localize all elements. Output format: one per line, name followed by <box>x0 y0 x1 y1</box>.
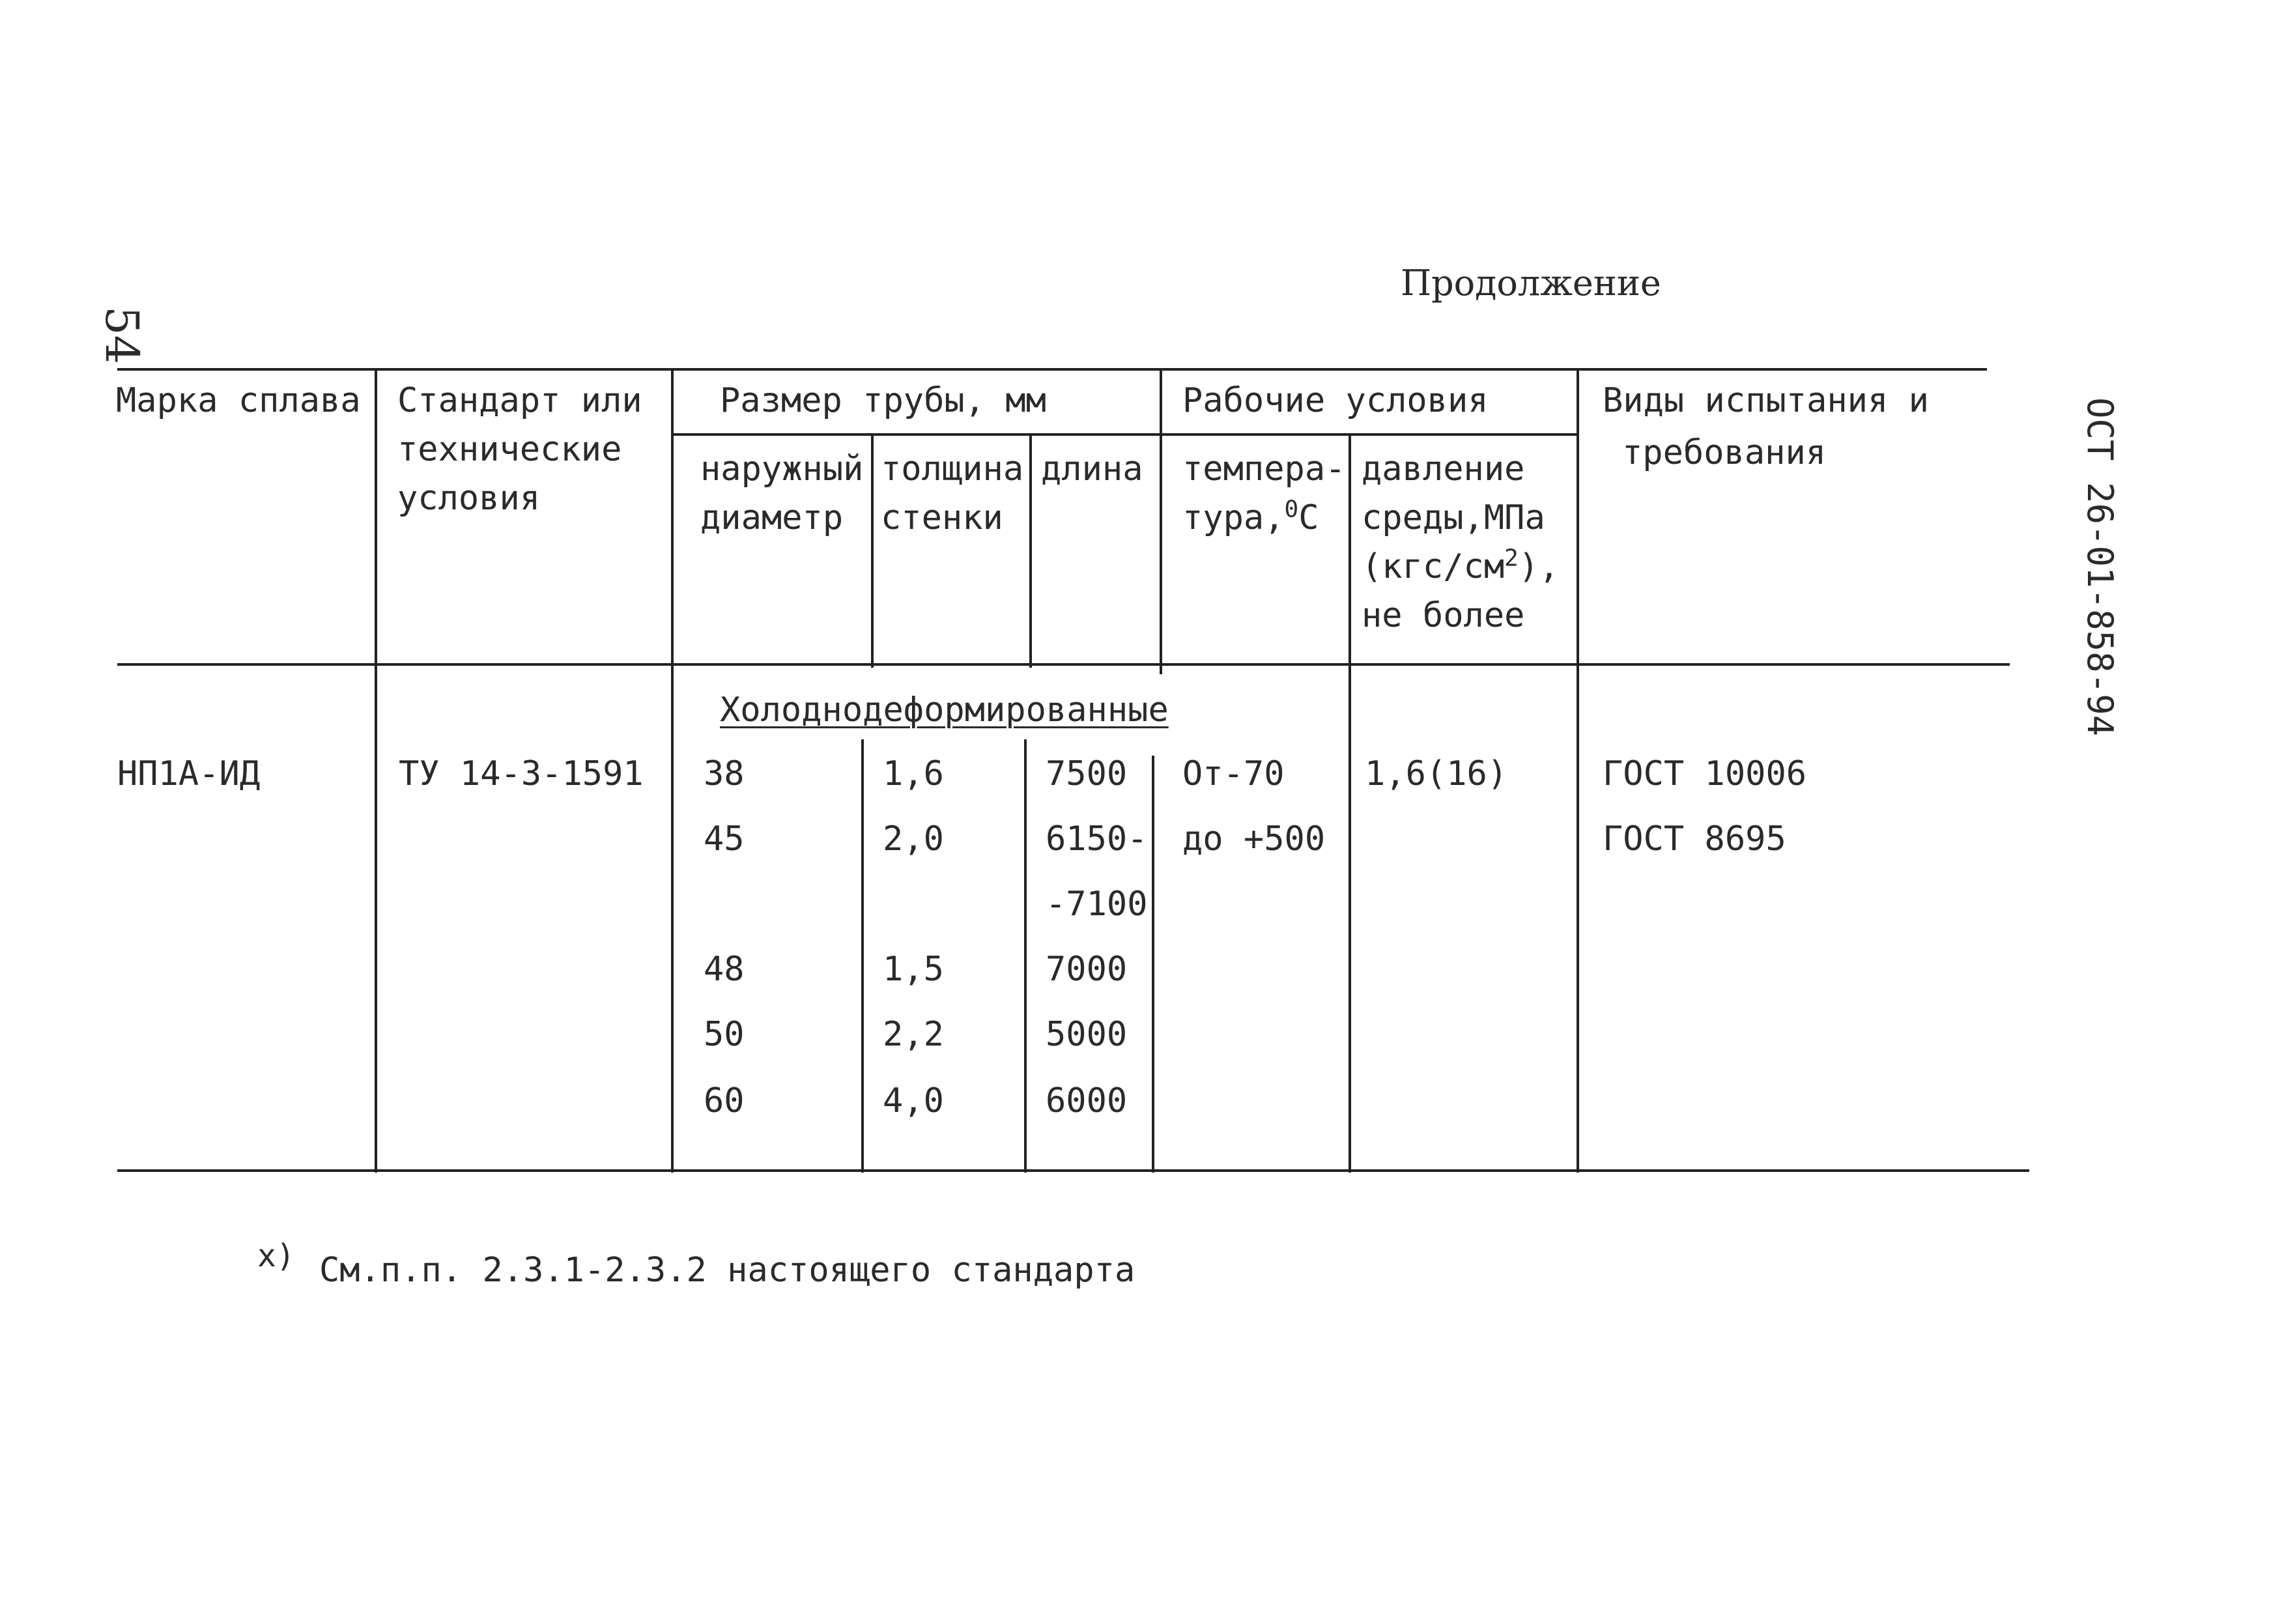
header-tests-line1: Виды испытания и <box>1603 381 1929 420</box>
col-divider-conditions <box>1160 368 1162 674</box>
header-pressure-line1: давление <box>1362 449 1525 489</box>
header-temperature-line2: тура,$^0$С <box>1182 496 1319 537</box>
header-pressure-line4: не более <box>1362 596 1525 635</box>
table-bottom-border <box>117 1169 2029 1172</box>
header-pressure-line2: среды,МПа <box>1362 498 1545 537</box>
thickness-cell: 1,6 <box>883 754 944 793</box>
diameter-cell: 60 <box>704 1081 745 1120</box>
header-standard-line2: технические <box>397 430 622 469</box>
header-alloy-grade: Марка сплава <box>116 381 361 420</box>
length-cell: 6000 <box>1046 1081 1128 1120</box>
thickness-cell: 2,2 <box>883 1015 944 1054</box>
table-top-border <box>117 368 1987 371</box>
header-pipe-size: Размер трубы, мм <box>720 381 1046 420</box>
length-cell: 7000 <box>1046 950 1128 989</box>
header-subdivider <box>671 433 1577 436</box>
footnote-marker: х) <box>257 1238 295 1274</box>
header-wall-thickness-line1: толщина <box>881 449 1024 489</box>
thickness-cell: 2,0 <box>883 819 944 859</box>
diameter-cell: 48 <box>704 950 745 989</box>
col-divider-pressure <box>1349 433 1351 1173</box>
diameter-cell: 50 <box>704 1015 745 1054</box>
header-outer-diameter-line1: наружный <box>700 449 864 489</box>
pressure-value: 1,6(16) <box>1365 754 1508 793</box>
header-wall-thickness-line2: стенки <box>881 498 1003 537</box>
temperature-from: От-70 <box>1182 754 1285 793</box>
continuation-label: Продолжение <box>1401 263 1661 304</box>
thickness-cell: 4,0 <box>883 1081 944 1120</box>
header-outer-diameter-line2: диаметр <box>700 498 844 537</box>
alloy-grade-value: НП1А-ИД <box>117 754 261 793</box>
header-operating-conditions: Рабочие условия <box>1182 381 1489 420</box>
col-divider-standard <box>375 368 377 1173</box>
header-bottom-border <box>117 663 2010 666</box>
diameter-cell: 45 <box>704 819 745 859</box>
thickness-cell: 1,5 <box>883 950 944 989</box>
length-cell: -7100 <box>1046 885 1148 924</box>
header-pressure-line3: $(кгс/см^2)$, <box>1362 545 1560 586</box>
test-standard: ГОСТ 10006 <box>1603 754 1807 793</box>
standard-value: ТУ 14-3-1591 <box>399 754 644 793</box>
header-length: длина <box>1041 449 1143 489</box>
diameter-cell: 38 <box>704 754 745 793</box>
length-cell: 6150- <box>1046 819 1148 859</box>
footnote-text: См.п.п. 2.3.1-2.3.2 настоящего стандарта <box>319 1251 1135 1290</box>
col-divider-length-header <box>1029 433 1032 668</box>
document-code: ОСТ 26-01-858-94 <box>2079 397 2120 737</box>
length-cell: 5000 <box>1046 1015 1128 1054</box>
test-standard: ГОСТ 8695 <box>1603 819 1786 859</box>
section-title: Холоднодеформированные <box>720 691 1169 730</box>
col-divider-tests <box>1577 368 1579 1173</box>
temperature-to: до +500 <box>1182 819 1326 859</box>
col-divider-thickness-header <box>871 433 874 668</box>
col-divider-length-body <box>1024 739 1027 1173</box>
length-cell: 7500 <box>1046 754 1128 793</box>
header-standard-line3: условия <box>397 479 541 518</box>
col-divider-thickness-body <box>861 739 864 1173</box>
header-standard-line1: Стандарт или <box>397 381 642 420</box>
col-divider-size <box>671 368 674 1173</box>
header-temperature-line1: темпера- <box>1182 449 1346 489</box>
header-tests-line2: требования <box>1622 433 1827 472</box>
page-number: 54 <box>95 306 149 365</box>
col-divider-temperature-body <box>1152 756 1154 1173</box>
